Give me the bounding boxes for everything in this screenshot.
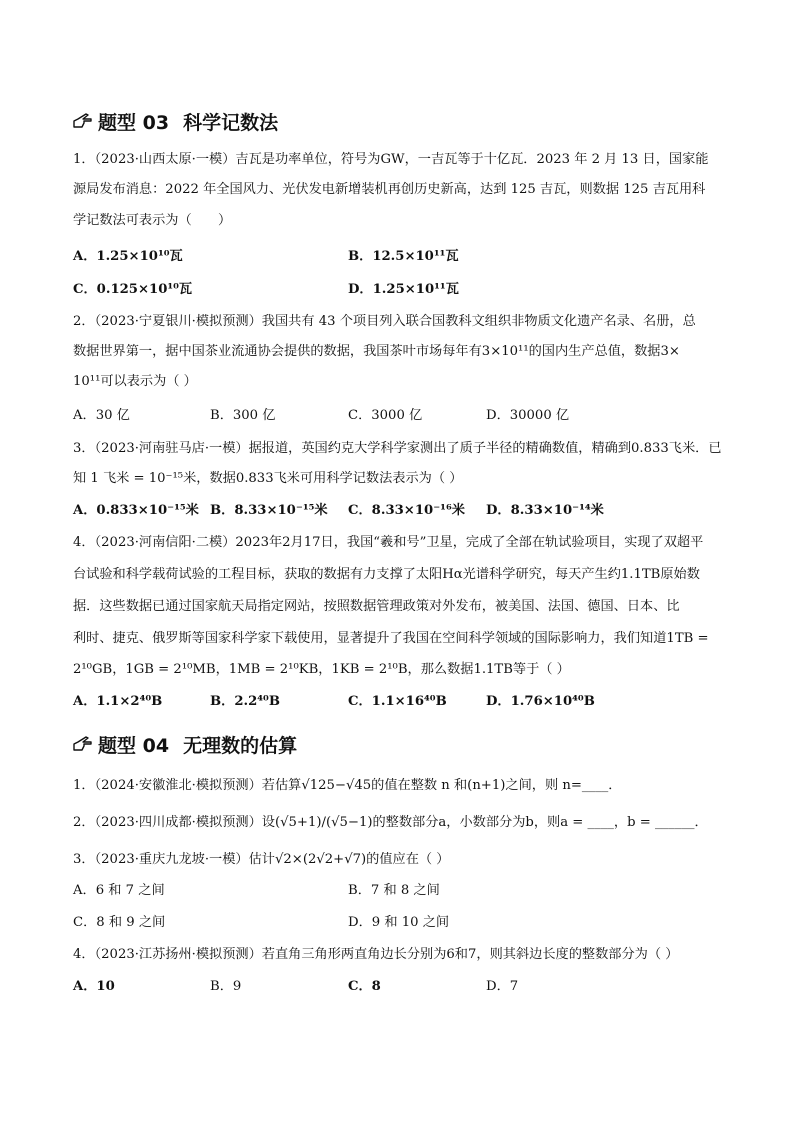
option-d: D．8.33×10⁻¹⁴米: [486, 503, 604, 518]
option-a: A．6 和 7 之间: [73, 883, 165, 898]
section-heading-03: [72, 106, 278, 136]
option-c: C．0.125×10¹⁰瓦: [73, 282, 193, 297]
question-line: 据．这些数据已通过国家航天局指定网站，按照数据管理政策对外发布，被美国、法国、德国、日本、比: [73, 599, 680, 614]
section-title: 无理数的估算: [183, 734, 298, 757]
option-c: C．8: [348, 979, 381, 994]
question-line: 利时、捷克、俄罗斯等国家科学家下载使用，显著提升了我国在空间科学领域的国际影响力，我们知道1TB =: [73, 631, 709, 646]
question-line: 3．（2023·河南驻马店·一模）据报道，英国约克大学科学家测出了质子半径的精确数值，精确到0.833飞米．已: [73, 441, 722, 456]
option-d: D．9 和 10 之间: [348, 915, 450, 930]
option-a: A．30 亿: [73, 408, 130, 423]
option-d: D．7: [486, 979, 519, 994]
option-c: C．8.33×10⁻¹⁶米: [348, 503, 465, 518]
option-a: A．1.1×2⁴⁰B: [73, 694, 163, 709]
section-heading-04: [72, 729, 297, 759]
question-line: 1．（2024·安徽淮北·模拟预测）若估算√125−√45的值在整数 n 和(n+1)之间，则 n=____．: [73, 778, 622, 793]
question-line: 台试验和科学载荷试验的工程目标，获取的数据有力支撑了太阳Hα光谱科学研究，每天产生约1.1TB原始数: [73, 567, 700, 582]
question-line: 知 1 飞米 = 10⁻¹⁵米，数据0.833飞米可用科学记数法表示为（ ）: [73, 471, 463, 486]
option-a: A．1.25×10¹⁰瓦: [73, 249, 183, 264]
question-line: 学记数法可表示为（ ）: [73, 213, 232, 228]
option-b: B．2.2⁴⁰B: [210, 694, 280, 709]
option-d: D．1.25×10¹¹瓦: [348, 282, 459, 297]
option-b: B．12.5×10¹¹瓦: [348, 249, 459, 264]
question-line: 数据世界第一，据中国茶业流通协会提供的数据，我国茶叶市场每年有3×10¹¹的国内生产总值，数据3×: [73, 344, 680, 359]
question-line: 2¹⁰GB，1GB = 2¹⁰MB，1MB = 2¹⁰KB，1KB = 2¹⁰B，那么数据1.1TB等于（ ）: [73, 662, 570, 677]
question-line: 1．（2023·山西太原·一模）吉瓦是功率单位，符号为GW，一吉瓦等于十亿瓦．2023 年 2 月 13 日，国家能: [73, 152, 709, 167]
question-line: 源局发布消息：2022 年全国风力、光伏发电新增装机再创历史新高，达到 125 吉瓦，则数据 125 吉瓦用科: [73, 182, 706, 197]
section-title: 科学记数法: [183, 111, 279, 134]
section-label: 题型 03: [98, 111, 170, 134]
option-a: A．0.833×10⁻¹⁵米: [73, 503, 199, 518]
option-d: D．30000 亿: [486, 408, 570, 423]
section-label: 题型 04: [98, 734, 170, 757]
question-line: 4．（2023·江苏扬州·模拟预测）若直角三角形两直角边长分别为6和7，则其斜边长度的整数部分为（ ）: [73, 947, 679, 962]
question-line: 3．（2023·重庆九龙坡·一模）估计√2×(2√2+√7)的值应在（ ）: [73, 852, 450, 867]
pointing-hand-icon: [72, 734, 94, 754]
pointing-hand-icon: [72, 111, 94, 131]
option-d: D．1.76×10⁴⁰B: [486, 694, 595, 709]
option-b: B．300 亿: [210, 408, 276, 423]
option-b: B．8.33×10⁻¹⁵米: [210, 503, 328, 518]
option-b: B．7 和 8 之间: [348, 883, 440, 898]
option-a: A．10: [73, 979, 115, 994]
option-c: C．1.1×16⁴⁰B: [348, 694, 447, 709]
question-line: 10¹¹可以表示为（ ）: [73, 374, 197, 389]
question-line: 2．（2023·四川成都·模拟预测）设(√5+1)/(√5−1)的整数部分a，小数部分为b，则a = ____，b = ______．: [73, 815, 708, 830]
option-c: C．8 和 9 之间: [73, 915, 166, 930]
question-line: 4．（2023·河南信阳·二模）2023年2月17日，我国“羲和号”卫星，完成了全部在轨试验项目，实现了双超平: [73, 535, 704, 550]
option-c: C．3000 亿: [348, 408, 423, 423]
option-b: B．9: [210, 979, 242, 994]
question-line: 2．（2023·宁夏银川·模拟预测）我国共有 43 个项目列入联合国教科文组织非物质文化遗产名录、名册，总: [73, 314, 696, 329]
